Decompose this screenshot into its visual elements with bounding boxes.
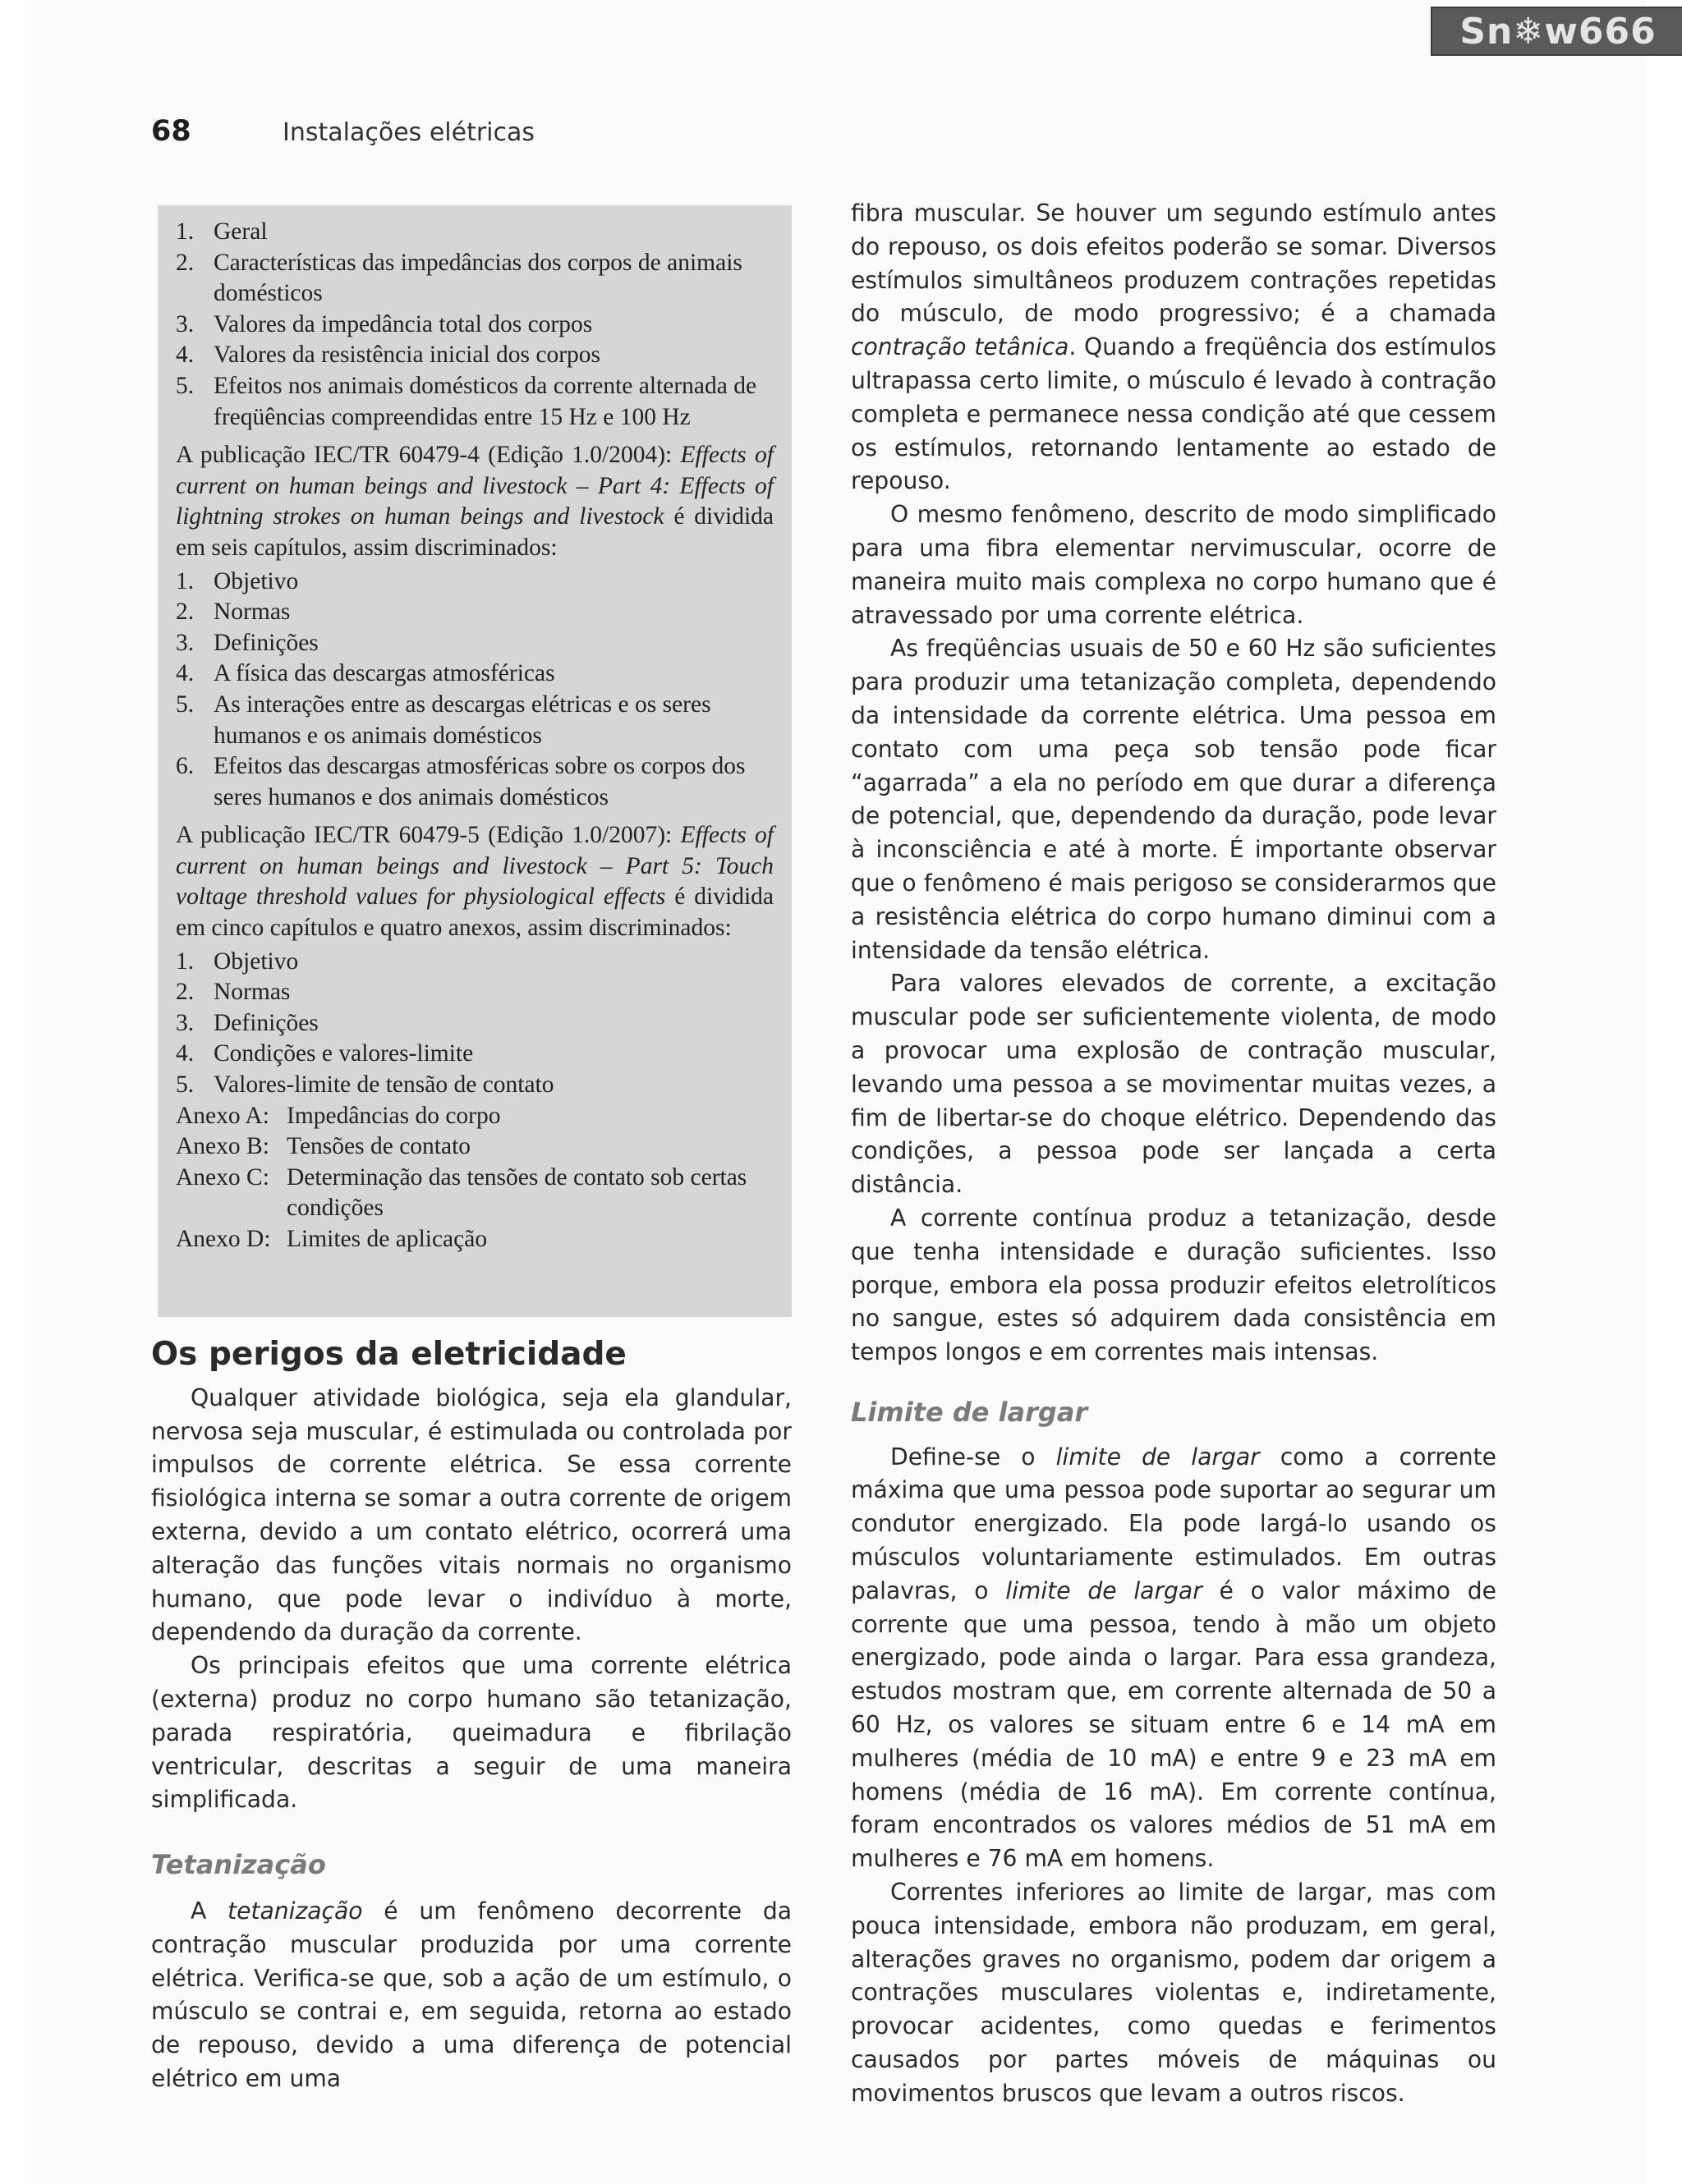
chapter-list-part5 bbox=[176, 947, 774, 1101]
left-column bbox=[151, 1338, 792, 2096]
list-item: 2. Normas bbox=[176, 599, 291, 626]
page-header bbox=[151, 115, 1498, 164]
subsection-heading: Tetanização bbox=[151, 1849, 326, 1881]
paragraph: fibra muscular. Se houver um segundo estímulo antes do repouso, os dois efeitos poderão se somar. Diversos estímulos simultâneos produzem contrações repetidas do músculo, de modo progressivo; é a chamada contração tetânica. Quando a freqüência dos estímulos ultrapassa certo limite, o músculo é levado à contração completa e permanece nessa condição até que cessem os estímulos, retornando lentamente ao estado de repouso. bbox=[851, 200, 1496, 495]
paragraph: Correntes inferiores ao limite de largar, mas com pouca intensidade, embora não produzam, em geral, alterações graves no organismo, podem dar origem a contrações musculares violentas e, indiretamente, provocar acidentes, como quedas e ferimentos causados por partes móveis de máquinas ou movimentos bruscos que levam a outros riscos. bbox=[851, 1879, 1496, 2107]
paragraph: Qualquer atividade biológica, seja ela glandular, nervosa seja muscular, é estimulada ou controlada por impulsos de corrente elétrica. Se essa corrente fisiológica interna se somar a outra corrente de origem externa, devido a um contato elétrico, ocorrerá uma alteração das funções vitais normais no organismo humano, que pode levar o indivíduo à morte, dependendo da duração da corrente. bbox=[151, 1383, 792, 1646]
annex-item: Anexo B: Tensões de contato bbox=[176, 1133, 471, 1160]
subsection-heading: Limite de largar bbox=[851, 1396, 1088, 1428]
annex-item: Anexo D: Limites de aplicação bbox=[176, 1226, 488, 1252]
paragraph: Os principais efeitos que uma corrente elétrica (externa) produz no corpo humano são tetanização, parada respiratória, queimadura e fibrilação ventricular, descritas a seguir de uma maneira simplificada. bbox=[151, 1652, 792, 1814]
list-item: 4. A física das descargas atmosféricas bbox=[176, 660, 555, 687]
paragraph: A corrente contínua produz a tetanização, desde que tenha intensidade e duração suficientes. Isso porque, embora ela possa produzir efeitos eletrolíticos no sangue, estes só adquirem dada consistência em tempos longos e em correntes mais intensas. bbox=[851, 1204, 1496, 1366]
right-column bbox=[851, 197, 1496, 2111]
chapter-list-part3 bbox=[176, 217, 774, 433]
publication-paragraph-part5: A publicação IEC/TR 60479-5 (Edição 1.0/2007): Effects of current on human beings and livestock – Part 5: Touch voltage threshold values for physiological effects é dividida em cinco capítulos e quatro anexos, assim discriminados: bbox=[176, 822, 774, 942]
list-item: 2. Características das impedâncias dos corpos de animais domésticos bbox=[176, 249, 742, 307]
annex-list bbox=[176, 1101, 774, 1255]
page-number: 68 bbox=[151, 115, 191, 148]
paragraph: O mesmo fenômeno, descrito de modo simplificado para uma fibra elementar nervimuscular, ocorre de maneira muito mais complexa no corpo humano que é atravessado por uma corrente elétrica. bbox=[851, 501, 1496, 629]
paragraph: As freqüências usuais de 50 e 60 Hz são suficientes para produzir uma tetanização completa, dependendo da intensidade da corrente elétrica. Uma pessoa em contato com uma peça sob tensão pode ficar “agarrada” a ela no período em que durar a diferença de potencial, que, dependendo da duração, pode levar à inconsciência e até à morte. É importante observar que o fenômeno é mais perigoso se considerarmos que a resistência elétrica do corpo humano diminui com a intensidade da tensão elétrica. bbox=[851, 635, 1496, 964]
list-item: 3. Valores da impedância total dos corpos bbox=[176, 310, 593, 337]
paragraph: Define-se o limite de largar como a corrente máxima que uma pessoa pode suportar ao segurar um condutor energizado. Ela pode largá-lo usando os músculos voluntariamente estimulados. Em outras palavras, o limite de largar é o valor máximo de corrente que uma pessoa, tendo à mão um objeto energizado, pode ainda o largar. Para essa grandeza, estudos mostram que, em corrente alternada de 50 a 60 Hz, os valores se situam entre 6 e 14 mA em mulheres (média de 10 mA) e entre 9 e 23 mA em homens (média de 16 mA). Em corrente contínua, foram encontrados os valores médios de 51 mA em mulheres e 76 mA em homens. bbox=[851, 1443, 1496, 1873]
list-item: 5. As interações entre as descargas elétricas e os seres humanos e os animais domésticos bbox=[176, 691, 711, 749]
list-item: 5. Valores-limite de tensão de contato bbox=[176, 1071, 554, 1099]
chapter-list-part4 bbox=[176, 567, 774, 814]
list-item: 5. Efeitos nos animais domésticos da corrente alternada de freqüências compreendidas entre 15 Hz e 100 Hz bbox=[176, 372, 757, 430]
section-heading: Os perigos da eletricidade bbox=[151, 1336, 627, 1373]
list-item: 6. Efeitos das descargas atmosféricas sobre os corpos dos seres humanos e dos animais domésticos bbox=[176, 753, 746, 810]
annex-item: Anexo A: Impedâncias do corpo bbox=[176, 1102, 501, 1129]
list-item: 3. Definições bbox=[176, 1009, 319, 1036]
list-item: 3. Definições bbox=[176, 629, 319, 656]
list-item: 1. Geral bbox=[176, 218, 268, 245]
list-item: 1. Objetivo bbox=[176, 947, 299, 975]
list-item: 2. Normas bbox=[176, 979, 291, 1006]
publication-paragraph-part4: A publicação IEC/TR 60479-4 (Edição 1.0/2004): Effects of current on human beings and livestock – Part 4: Effects of lightning strokes on human beings and livestock é dividida em seis capítulos, assim discriminados: bbox=[176, 442, 774, 561]
annex-item: Anexo C: Determinação das tensões de contato sob certas condições bbox=[176, 1163, 747, 1222]
paragraph: A tetanização é um fenômeno decorrente da contração muscular produzida por uma corrente elétrica. Verifica-se que, sob a ação de um estímulo, o músculo se contrai e, em seguida, retorna ao estado de repouso, devido a uma diferença de potencial elétrico em uma bbox=[151, 1897, 792, 2092]
paragraph: Para valores elevados de corrente, a excitação muscular pode ser suficientemente violenta, de modo a provocar uma explosão de contração muscular, levando uma pessoa a se movimentar muitas vezes, a fim de libertar-se do choque elétrico. Dependendo das condições, a pessoa pode ser lançada a certa distância. bbox=[851, 970, 1496, 1199]
watermark-logo: Sn❄w666 bbox=[1431, 7, 1682, 56]
standards-box bbox=[158, 205, 792, 1317]
running-title: Instalações elétricas bbox=[283, 118, 535, 147]
list-item: 4. Valores da resistência inicial dos corpos bbox=[176, 342, 601, 369]
list-item: 4. Condições e valores-limite bbox=[176, 1040, 474, 1067]
list-item: 1. Objetivo bbox=[176, 567, 299, 594]
